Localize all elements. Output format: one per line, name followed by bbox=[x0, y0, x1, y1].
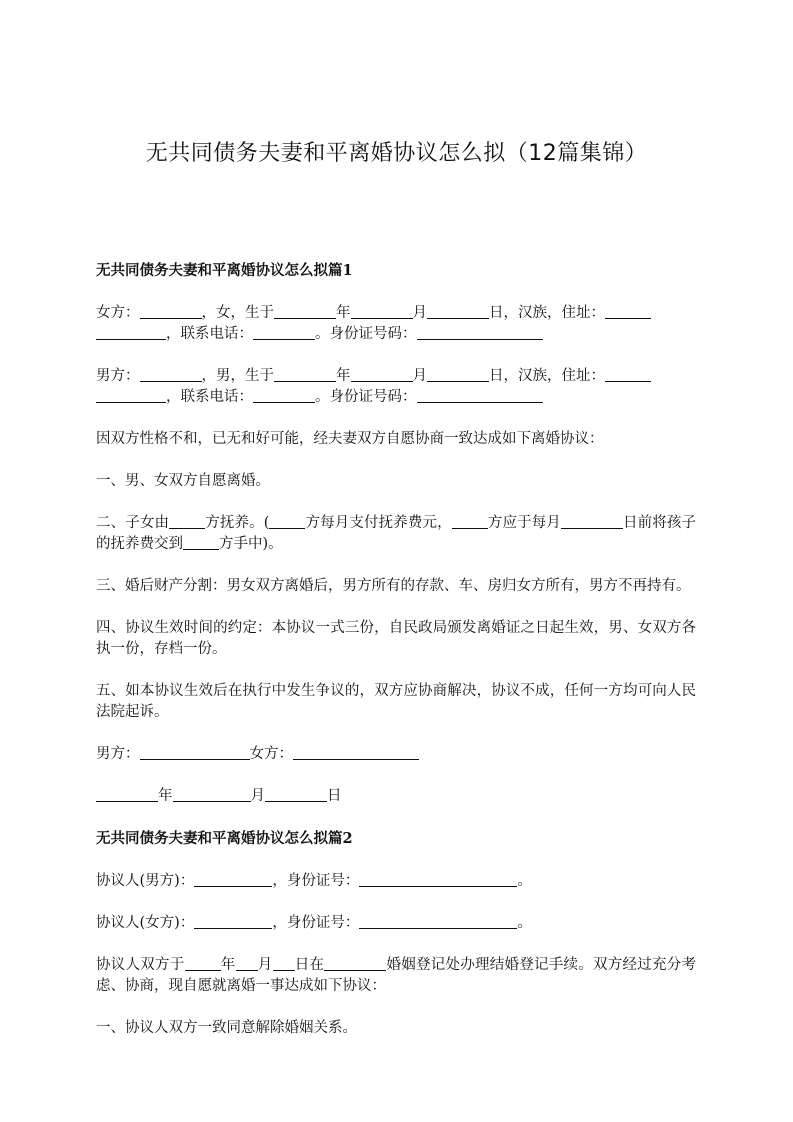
party-female-period: 。 bbox=[517, 915, 532, 931]
address-blank bbox=[605, 304, 651, 320]
husband-signature-label: 男方： bbox=[96, 746, 140, 762]
document-body bbox=[96, 260, 696, 1060]
address-blank-continued bbox=[96, 388, 166, 404]
gender-male-text: ，男，生于 bbox=[201, 368, 274, 384]
custody-party-blank bbox=[169, 514, 205, 530]
registration-text-a: 协议人双方于 bbox=[96, 957, 185, 973]
id-number-label: 。身份证号码： bbox=[315, 389, 417, 405]
sign-month-blank bbox=[173, 787, 251, 803]
day-ethnic-address-text: 日，汉族，住址： bbox=[489, 368, 605, 384]
signature-line bbox=[96, 744, 696, 765]
party-male-period: 。 bbox=[517, 873, 532, 889]
gender-female-text: ，女，生于 bbox=[201, 305, 274, 321]
year-text: 年 bbox=[336, 305, 351, 321]
registration-day-blank bbox=[273, 956, 295, 972]
payer-party-blank bbox=[269, 514, 305, 530]
clause-4: 四、协议生效时间的约定：本协议一式三份，自民政局颁发离婚证之日起生效，男、女双方各执一份，存档一份。 bbox=[96, 620, 696, 657]
party-male-line bbox=[96, 871, 696, 892]
wife-name-blank bbox=[140, 304, 202, 320]
phone-label: ，联系电话： bbox=[166, 389, 253, 405]
marriage-registration-paragraph bbox=[96, 955, 696, 997]
id-number-blank bbox=[417, 388, 543, 404]
birth-year-blank bbox=[274, 367, 336, 383]
birth-day-blank bbox=[427, 367, 489, 383]
party-male-id-label: ，身份证号： bbox=[272, 873, 360, 889]
registration-text-b: 婚姻登记处办理结婚登记手续。双方经过充分考虑、协商，现自愿就离婚一事达成如下协议： bbox=[96, 957, 696, 994]
birth-month-blank bbox=[351, 304, 413, 320]
husband-signature-blank bbox=[140, 745, 250, 761]
clause-2-text-e: 日前将孩子的抚养费交到 bbox=[96, 515, 697, 552]
year-text: 年 bbox=[336, 368, 351, 384]
party-male-label: 协议人(男方)： bbox=[96, 873, 195, 889]
clause-3: 三、婚后财产分割：男女双方离婚后，男方所有的存款、车、房归女方所有，男方不再持有。 bbox=[96, 578, 691, 594]
sign-year-blank bbox=[96, 787, 158, 803]
birth-month-blank bbox=[351, 367, 413, 383]
clause-2-text-d: 方应于每月 bbox=[487, 515, 561, 531]
address-blank bbox=[605, 367, 651, 383]
party-female-id-label: ，身份证号： bbox=[272, 915, 360, 931]
payment-party-blank bbox=[452, 514, 488, 530]
sign-day-text: 日 bbox=[327, 788, 342, 804]
address-blank-continued bbox=[96, 325, 166, 341]
clause-2-text-f: 方手中)。 bbox=[219, 536, 283, 552]
wife-label: 女方： bbox=[96, 305, 140, 321]
birth-day-blank bbox=[427, 304, 489, 320]
party-female-line bbox=[96, 913, 696, 934]
registration-month-text: 月 bbox=[257, 957, 273, 973]
month-text: 月 bbox=[412, 305, 427, 321]
clause-1: 一、男、女双方自愿离婚。 bbox=[96, 473, 270, 489]
signing-date-line bbox=[96, 786, 696, 807]
registration-office-blank bbox=[324, 956, 386, 972]
party-male-id-blank bbox=[359, 872, 517, 888]
clause-2 bbox=[96, 513, 696, 555]
party-female-name-blank bbox=[194, 914, 272, 930]
clause-2-text-c: 方每月支付抚养费元， bbox=[305, 515, 452, 531]
month-text: 月 bbox=[412, 368, 427, 384]
clause-2-text-a: 二、子女由 bbox=[96, 515, 170, 531]
registration-year-blank bbox=[185, 956, 221, 972]
day-ethnic-address-text: 日，汉族，住址： bbox=[489, 305, 605, 321]
section-heading-2: 无共同债务夫妻和平离婚协议怎么拟篇2 bbox=[96, 830, 353, 847]
id-number-blank bbox=[417, 325, 543, 341]
wife-info-paragraph bbox=[96, 303, 696, 345]
phone-label: ，联系电话： bbox=[166, 326, 253, 342]
registration-year-text: 年 bbox=[220, 957, 236, 973]
party-female-label: 协议人(女方)： bbox=[96, 915, 195, 931]
birth-year-blank bbox=[274, 304, 336, 320]
agreement-intro: 因双方性格不和，已无和好可能，经夫妻双方自愿协商一致达成如下离婚协议： bbox=[96, 431, 604, 447]
phone-blank bbox=[253, 388, 315, 404]
clause-5: 五、如本协议生效后在执行中发生争议的，双方应协商解决，协议不成，任何一方均可向人民法院起诉。 bbox=[96, 683, 696, 720]
party-male-name-blank bbox=[194, 872, 272, 888]
sign-year-text: 年 bbox=[158, 788, 173, 804]
phone-blank bbox=[253, 325, 315, 341]
registration-day-text: 日在 bbox=[294, 957, 325, 973]
wife-signature-label: 女方： bbox=[249, 746, 293, 762]
id-number-label: 。身份证号码： bbox=[315, 326, 417, 342]
document-title: 无共同债务夫妻和平离婚协议怎么拟（12篇集锦） bbox=[145, 141, 648, 166]
section-heading-1: 无共同债务夫妻和平离婚协议怎么拟篇1 bbox=[96, 262, 353, 279]
section2-clause-1: 一、协议人双方一致同意解除婚姻关系。 bbox=[96, 1020, 357, 1036]
husband-info-paragraph bbox=[96, 366, 696, 408]
wife-signature-blank bbox=[293, 745, 419, 761]
receiver-party-blank bbox=[183, 535, 219, 551]
registration-month-blank bbox=[236, 956, 258, 972]
husband-name-blank bbox=[140, 367, 202, 383]
clause-2-text-b: 方抚养。( bbox=[205, 515, 270, 531]
sign-day-blank bbox=[265, 787, 327, 803]
husband-label: 男方： bbox=[96, 368, 140, 384]
party-female-id-blank bbox=[359, 914, 517, 930]
payment-day-blank bbox=[561, 514, 623, 530]
sign-month-text: 月 bbox=[250, 788, 265, 804]
